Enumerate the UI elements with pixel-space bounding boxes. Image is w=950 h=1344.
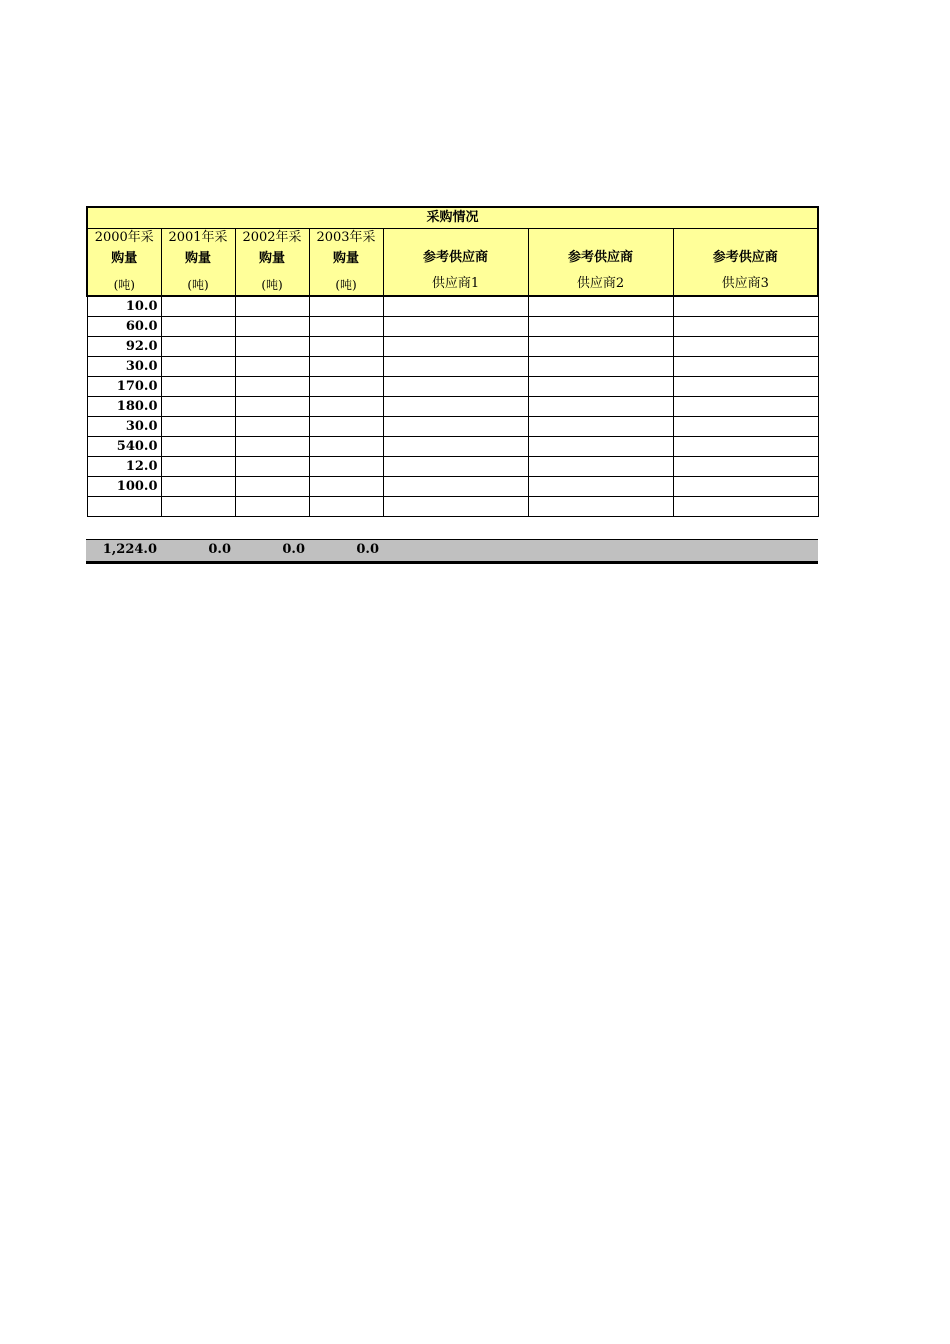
empty-cell[interactable] [161, 357, 235, 377]
table-row [87, 317, 818, 337]
header-supplier-3-line2: 供应商3 [721, 276, 769, 291]
empty-cell[interactable] [235, 317, 309, 337]
empty-cell[interactable] [673, 457, 818, 477]
empty-cell[interactable] [309, 437, 383, 457]
header-2000-unit: (吨) [113, 278, 135, 292]
cell-2000-qty[interactable] [87, 497, 161, 517]
cell-2000-qty[interactable]: 12.0 [87, 457, 161, 477]
empty-cell[interactable] [383, 317, 528, 337]
header-2001[interactable] [161, 229, 235, 297]
header-supplier-1-line1: 参考供应商 [422, 250, 488, 265]
empty-cell[interactable] [673, 337, 818, 357]
empty-cell[interactable] [528, 477, 673, 497]
table-row [87, 477, 818, 497]
header-2002-line2: 购量 [258, 251, 285, 266]
empty-cell[interactable] [309, 337, 383, 357]
empty-cell[interactable] [161, 337, 235, 357]
empty-cell[interactable] [309, 417, 383, 437]
header-supplier-3-line1: 参考供应商 [712, 250, 778, 265]
header-2003-line2: 购量 [332, 251, 359, 266]
empty-cell[interactable] [161, 397, 235, 417]
empty-cell[interactable] [309, 377, 383, 397]
empty-cell[interactable] [161, 296, 235, 317]
totals-row [86, 539, 818, 564]
empty-cell[interactable] [528, 437, 673, 457]
header-2000[interactable] [87, 229, 161, 297]
total-2003[interactable]: 0.0 [356, 542, 379, 557]
header-2001-line1: 2001年采 [168, 230, 228, 245]
title-row [87, 207, 818, 229]
header-2000-line1: 2000年采 [94, 230, 154, 245]
empty-cell[interactable] [309, 357, 383, 377]
empty-cell[interactable] [383, 437, 528, 457]
table-row [87, 497, 818, 517]
empty-cell[interactable] [673, 357, 818, 377]
empty-cell[interactable] [528, 337, 673, 357]
total-2000[interactable]: 1,224.0 [102, 542, 157, 557]
empty-cell[interactable] [235, 377, 309, 397]
empty-cell[interactable] [673, 397, 818, 417]
purchase-table [86, 206, 819, 517]
empty-cell[interactable] [161, 417, 235, 437]
cell-2000-qty[interactable]: 180.0 [87, 397, 161, 417]
table-row [87, 417, 818, 437]
empty-cell[interactable] [673, 477, 818, 497]
empty-cell[interactable] [235, 337, 309, 357]
empty-cell[interactable] [235, 437, 309, 457]
header-supplier-2-line1: 参考供应商 [567, 250, 633, 265]
empty-cell[interactable] [235, 457, 309, 477]
empty-cell[interactable] [383, 296, 528, 317]
empty-cell[interactable] [161, 457, 235, 477]
empty-cell[interactable] [383, 417, 528, 437]
empty-cell[interactable] [528, 357, 673, 377]
header-2001-line2: 购量 [184, 251, 211, 266]
empty-cell[interactable] [528, 417, 673, 437]
empty-cell[interactable] [235, 357, 309, 377]
header-2002[interactable] [235, 229, 309, 297]
header-supplier-3[interactable] [673, 229, 818, 297]
empty-cell[interactable] [309, 457, 383, 477]
empty-cell[interactable] [235, 296, 309, 317]
header-supplier-2[interactable] [528, 229, 673, 297]
header-supplier-2-line2: 供应商2 [576, 276, 625, 291]
empty-cell[interactable] [383, 497, 528, 517]
header-2003-unit: (吨) [335, 278, 357, 292]
header-2003-line1: 2003年采 [316, 230, 376, 245]
empty-cell[interactable] [673, 377, 818, 397]
empty-cell[interactable] [309, 397, 383, 417]
empty-cell[interactable] [161, 477, 235, 497]
cell-2000-qty[interactable]: 30.0 [87, 417, 161, 437]
data-body [87, 296, 818, 517]
cell-2000-qty[interactable]: 30.0 [87, 357, 161, 377]
header-2003[interactable] [309, 229, 383, 297]
empty-cell[interactable] [161, 377, 235, 397]
header-row [87, 229, 818, 297]
table-title: 采购情况 [87, 207, 818, 229]
empty-cell[interactable] [673, 497, 818, 517]
empty-cell[interactable] [235, 477, 309, 497]
cell-2000-qty[interactable]: 60.0 [87, 317, 161, 337]
empty-cell[interactable] [528, 457, 673, 477]
total-2002[interactable]: 0.0 [282, 542, 305, 557]
table-row [87, 337, 818, 357]
cell-2000-qty[interactable]: 540.0 [87, 437, 161, 457]
empty-cell[interactable] [673, 317, 818, 337]
cell-2000-qty[interactable]: 100.0 [87, 477, 161, 497]
empty-cell[interactable] [673, 437, 818, 457]
empty-cell[interactable] [383, 457, 528, 477]
empty-cell[interactable] [161, 437, 235, 457]
table-row [87, 457, 818, 477]
cell-2000-qty[interactable]: 92.0 [87, 337, 161, 357]
empty-cell[interactable] [383, 357, 528, 377]
empty-cell[interactable] [673, 417, 818, 437]
empty-cell[interactable] [161, 317, 235, 337]
empty-cell[interactable] [309, 497, 383, 517]
empty-cell[interactable] [528, 296, 673, 317]
table-row [87, 357, 818, 377]
empty-cell[interactable] [235, 417, 309, 437]
cell-2000-qty[interactable]: 10.0 [87, 296, 161, 317]
empty-cell[interactable] [161, 497, 235, 517]
empty-cell[interactable] [673, 296, 818, 317]
header-2001-unit: (吨) [187, 278, 209, 292]
empty-cell[interactable] [309, 296, 383, 317]
table-row [87, 377, 818, 397]
header-2002-line1: 2002年采 [242, 230, 302, 245]
empty-cell[interactable] [235, 397, 309, 417]
empty-cell[interactable] [383, 377, 528, 397]
empty-cell[interactable] [235, 497, 309, 517]
empty-cell[interactable] [383, 397, 528, 417]
empty-cell[interactable] [528, 397, 673, 417]
empty-cell[interactable] [528, 497, 673, 517]
table-row [87, 296, 818, 317]
empty-cell[interactable] [309, 477, 383, 497]
table-row [87, 397, 818, 417]
empty-cell[interactable] [528, 377, 673, 397]
empty-cell[interactable] [309, 317, 383, 337]
table-row [87, 437, 818, 457]
empty-cell[interactable] [528, 317, 673, 337]
cell-2000-qty[interactable]: 170.0 [87, 377, 161, 397]
header-2002-unit: (吨) [261, 278, 283, 292]
header-2000-line2: 购量 [111, 251, 138, 266]
empty-cell[interactable] [383, 477, 528, 497]
empty-cell[interactable] [383, 337, 528, 357]
header-supplier-1-line2: 供应商1 [431, 276, 480, 291]
purchase-sheet [86, 206, 818, 517]
total-2001[interactable]: 0.0 [208, 542, 231, 557]
header-supplier-1[interactable] [383, 229, 528, 297]
